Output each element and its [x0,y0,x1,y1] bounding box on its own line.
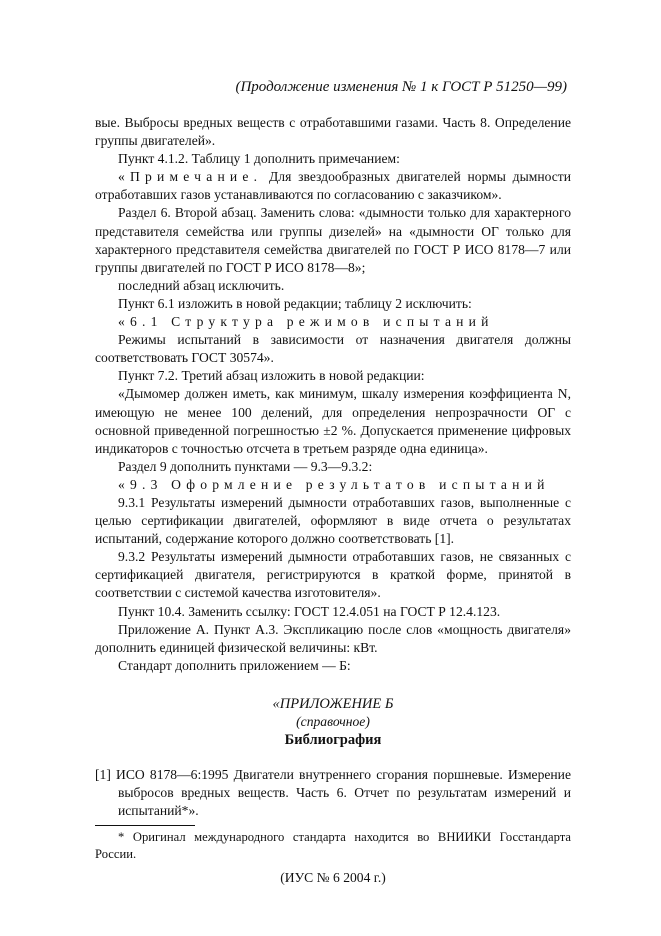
paragraph: Стандарт дополнить приложением — Б: [118,657,351,673]
bibliography-entry: [1] ИСО 8178—6:1995 Двигатели внутреннего сгорания поршневые. Измерение выбросов вредных веществ. Часть 6. Отчет по результатам измерений и испытаний*». [95,766,571,819]
paragraph: последний абзац исключить. [118,277,285,293]
paragraph: Пункт 6.1 изложить в новой редакции; таблицу 2 исключить: [118,295,472,311]
paragraph: Пункт 7.2. Третий абзац изложить в новой редакции: [118,368,425,384]
spaced-term: «Примечание. [118,169,263,185]
paragraph: Раздел 9 дополнить пунктами — 9.3—9.3.2: [118,458,373,474]
spaced-term: «6.1 Структура режимов испытаний [118,314,494,330]
paragraph: Раздел 6. Второй абзац. Заменить слова: «дымности только для характерного представителя семейства или группы дизелей» на «дымности ОГ только для характерного представителя семейства двигателей по ГОСТ Р ИСО 8178—7 или группы двигателей по ГОСТ Р ИСО 8178—8»; [95,205,571,275]
appendix-header [95,695,571,750]
document-body [95,114,571,887]
appendix-subtitle: (справочное) [296,713,370,729]
paragraph: Пункт 10.4. Заменить ссылку: ГОСТ 12.4.051 на ГОСТ Р 12.4.123. [118,603,501,619]
spaced-term: «9.3 Оформление результатов испытаний [118,476,550,492]
paragraph: 9.3.1 Результаты измерений дымности отработавших газов, выполненные с целью сертификации двигателей, оформляют в виде отчета о результатах испытаний, содержание которого должно соответствовать [1]. [95,494,571,547]
paragraph: вые. Выбросы вредных веществ с отработавшими газами. Часть 8. Определение группы двигателей». [95,115,571,149]
source-note: (ИУС № 6 2004 г.) [280,870,386,886]
paragraph: 9.3.2 Результаты измерений дымности отработавших газов, не связанных с сертификацией двигателя, регистрируются в краткой форме, принятой в соответствии с системой качества изготовителя». [95,549,571,601]
paragraph: Режимы испытаний в зависимости от назначения двигателя должны соответствовать ГОСТ 30574». [95,332,571,366]
appendix-title: «ПРИЛОЖЕНИЕ Б [272,695,394,712]
paragraph: «Дымомер должен иметь, как минимум, шкалу измерения коэффициента N, имеющую не менее 100 делений, для определения непрозрачности ОГ с основной приведенной погрешностью ±2 %. Допускается применение цифровых индикаторов с точностью отсчета в третьем разряде одна единица». [95,386,571,456]
footnote: * Оригинал международного стандарта находится во ВНИИКИ Госстандарта России. [95,830,571,862]
section-heading [95,313,571,331]
footnote-rule [95,825,195,826]
paragraph: Приложение А. Пункт А.3. Экспликацию после слов «мощность двигателя» дополнить единицей физической величины: кВт. [95,621,571,655]
page-header: (Продолжение изменения № 1 к ГОСТ Р 51250—99) [235,79,567,95]
paragraph: Пункт 4.1.2. Таблицу 1 дополнить примечанием: [118,151,400,167]
bibliography-heading: Библиография [284,731,382,748]
section-heading [95,476,571,494]
paragraph: «Примечание. Для звездообразных двигателей нормы дымности отработавших газов устанавливаются по согласованию с заказчиком». [95,169,571,203]
